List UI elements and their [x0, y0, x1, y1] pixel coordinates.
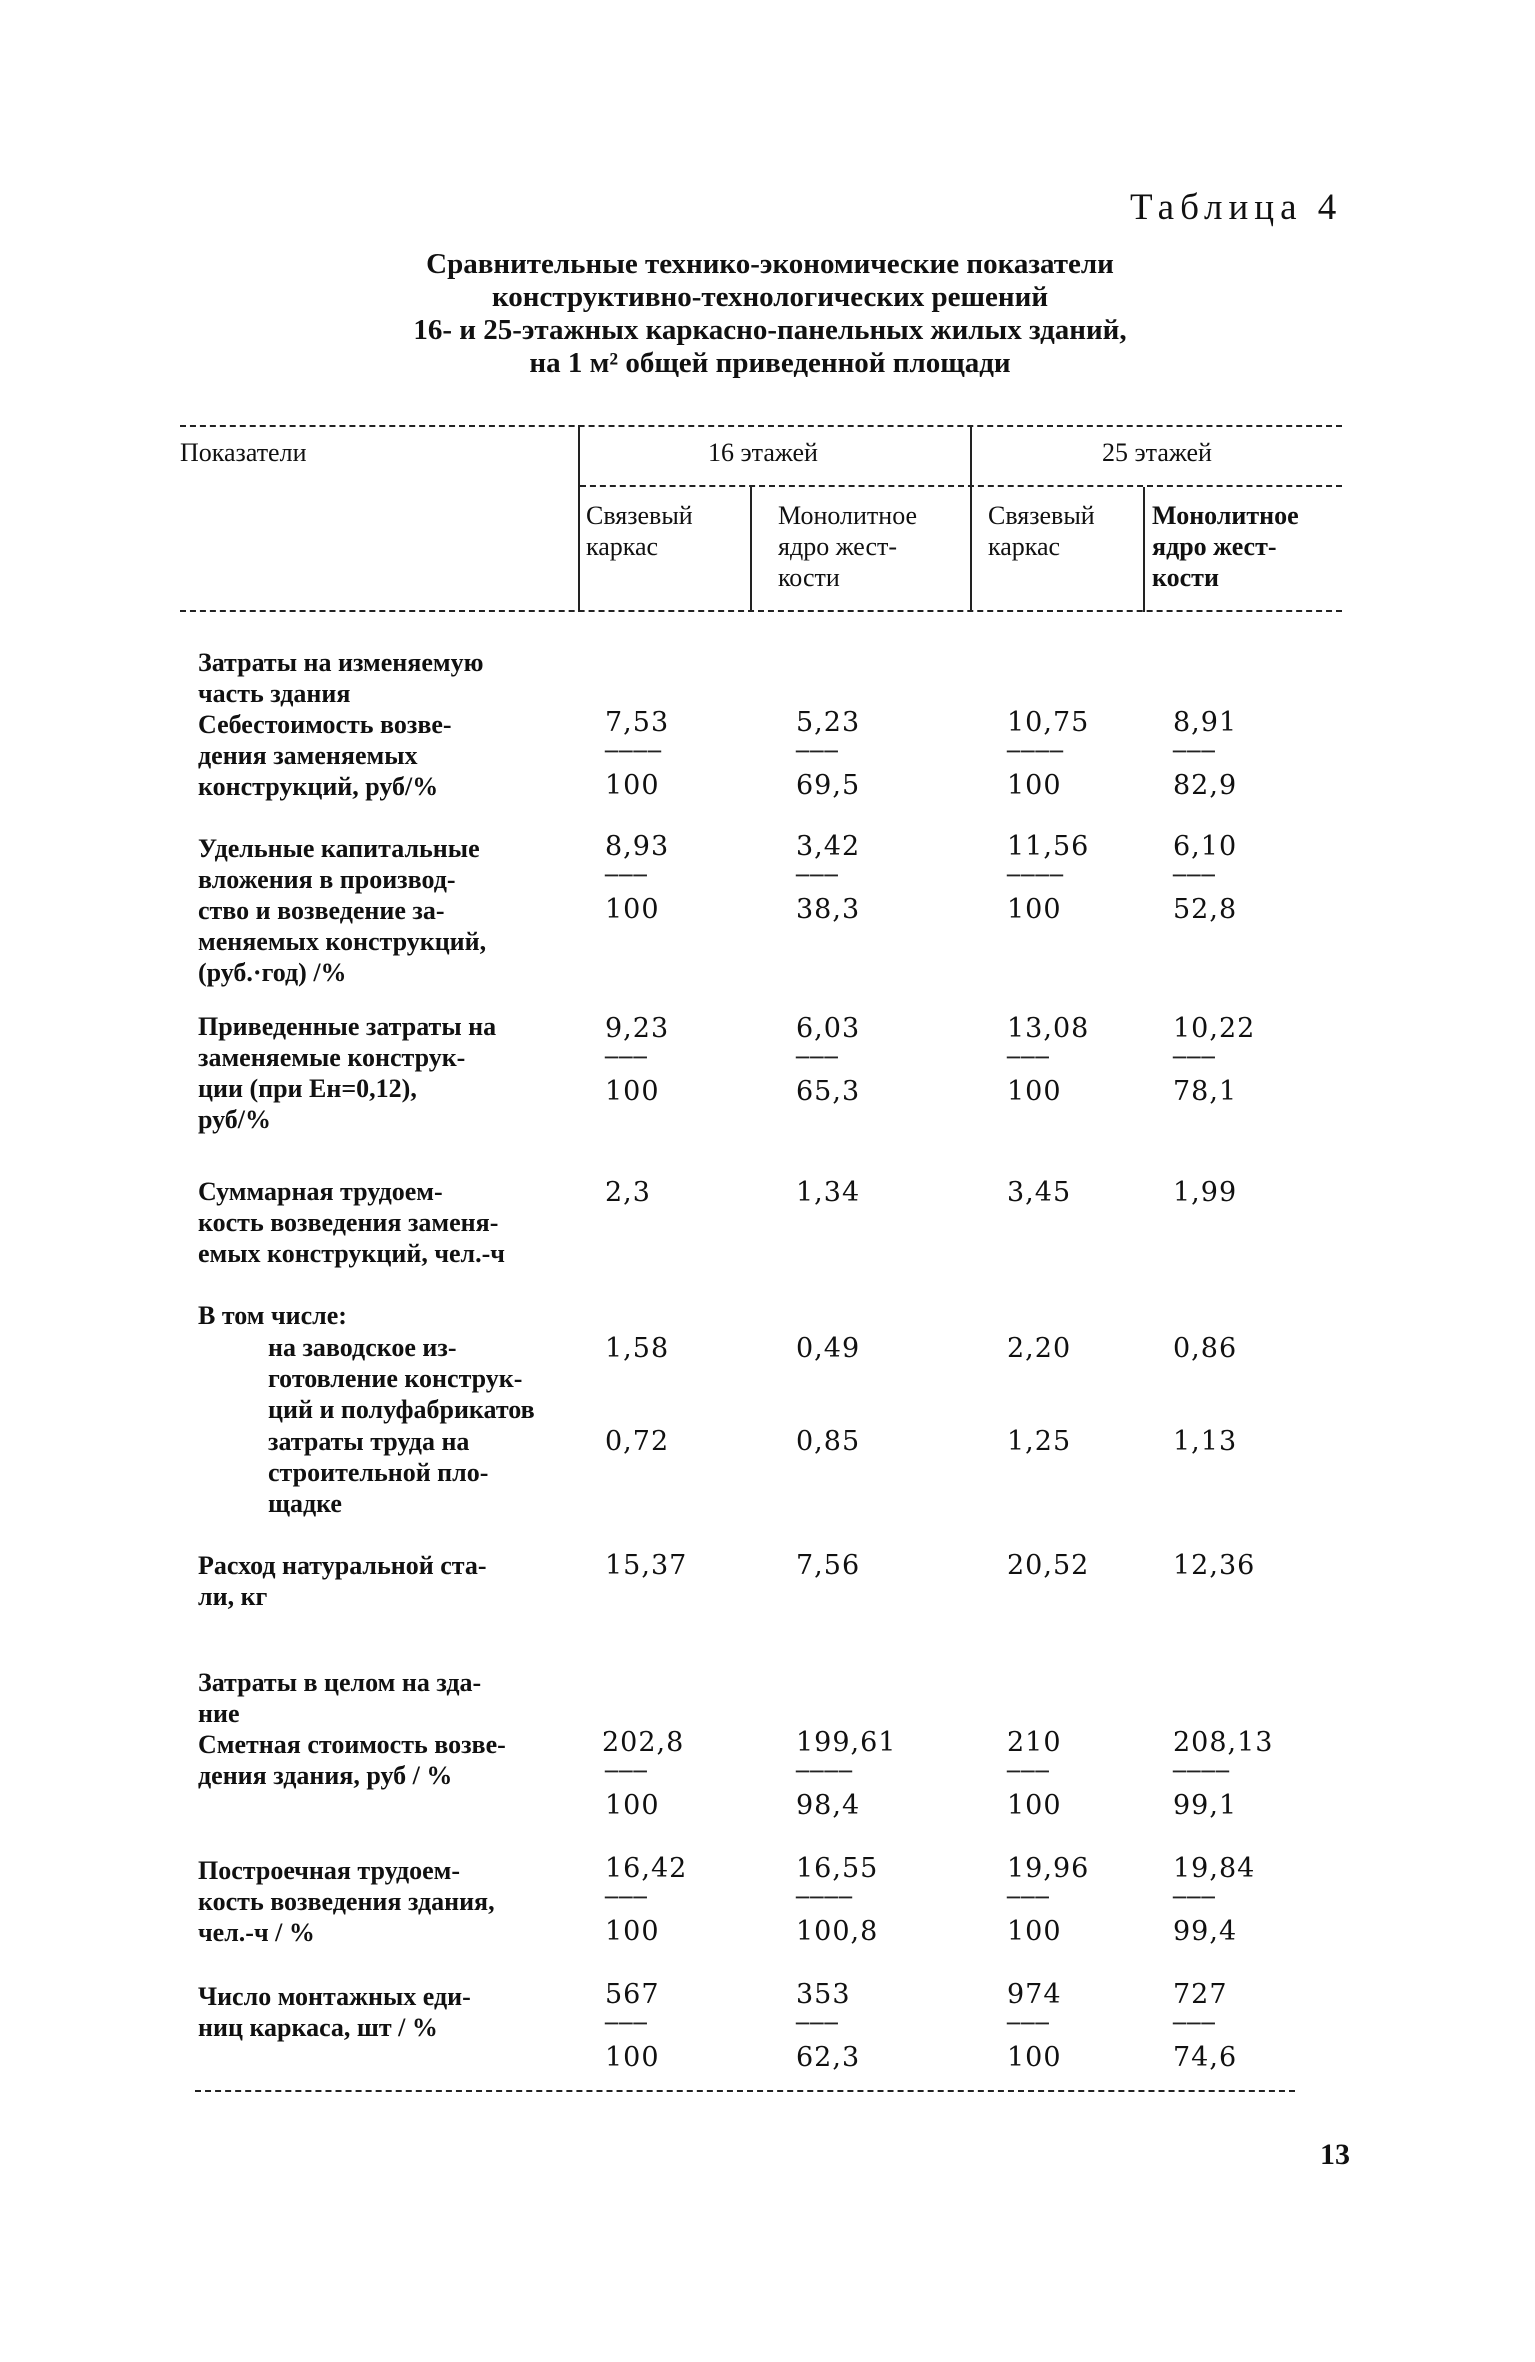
table-title-line-1: Сравнительные технико-экономические показатели	[426, 248, 1114, 280]
table-cell: 7,53	[605, 707, 670, 738]
table-cell: 100	[1007, 1076, 1062, 1107]
table-cell: 0,86	[1173, 1333, 1238, 1364]
table-cell: 3,45	[1007, 1177, 1072, 1208]
table-cell: 2,3	[605, 1177, 651, 1208]
row-label-site-labor: затраты труда на строительной пло- щадке	[268, 1427, 489, 1518]
table-cell: 1,34	[796, 1177, 861, 1208]
column-divider-3	[970, 425, 972, 612]
table-cell: 100	[605, 1790, 660, 1821]
table-cell: 1,99	[1173, 1177, 1238, 1208]
subheader-16-monolith: Монолитное ядро жест- кости	[778, 501, 918, 592]
table-cell: 98,4	[796, 1790, 861, 1821]
table-cell: 100	[605, 770, 660, 801]
table-cell: 0,72	[605, 1426, 670, 1457]
table-cell: 5,23	[796, 707, 861, 738]
table-cell: 69,5	[796, 770, 861, 801]
column-divider-4	[1143, 487, 1145, 612]
fraction-bar: ────	[1173, 1760, 1230, 1785]
fraction-bar: ────	[1007, 740, 1064, 765]
fraction-bar: ───	[1007, 2012, 1050, 2037]
fraction-bar: ───	[605, 1760, 648, 1785]
table-cell: 353	[796, 1979, 851, 2010]
table-cell: 10,22	[1173, 1013, 1256, 1044]
table-cell: 13,08	[1007, 1013, 1090, 1044]
table-cell: 99,1	[1173, 1790, 1238, 1821]
table-cell: 6,10	[1173, 831, 1238, 862]
fraction-bar: ───	[1007, 1886, 1050, 1911]
group-header-rule	[580, 485, 1342, 487]
table-cell: 65,3	[796, 1076, 861, 1107]
table-label: Таблица 4	[1130, 187, 1343, 228]
table-title-line-4: на 1 м² общей приведенной площади	[529, 347, 1011, 379]
fraction-bar: ────	[796, 1760, 853, 1785]
table-cell: 0,85	[796, 1426, 861, 1457]
table-cell: 8,93	[605, 831, 670, 862]
column-divider-2	[750, 487, 752, 612]
table-cell: 1,13	[1173, 1426, 1238, 1457]
table-cell: 15,37	[605, 1550, 688, 1581]
column-divider-1	[578, 425, 580, 612]
table-cell: 11,56	[1007, 831, 1090, 862]
table-cell: 100	[605, 894, 660, 925]
header-16-floors: 16 этажей	[708, 438, 818, 467]
table-cell: 100	[1007, 2042, 1062, 2073]
table-cell: 208,13	[1173, 1727, 1274, 1758]
table-bottom-rule	[195, 2090, 1295, 2092]
table-cell: 12,36	[1173, 1550, 1256, 1581]
table-cell: 100	[1007, 1790, 1062, 1821]
table-cell: 52,8	[1173, 894, 1238, 925]
table-cell: 78,1	[1173, 1076, 1238, 1107]
header-indicators: Показатели	[180, 438, 307, 467]
table-cell: 202,8	[602, 1727, 685, 1758]
page-number: 13	[1320, 2138, 1350, 2171]
table-cell: 100	[1007, 894, 1062, 925]
fraction-bar: ───	[605, 1886, 648, 1911]
table-cell: 38,3	[796, 894, 861, 925]
table-cell: 974	[1007, 1979, 1062, 2010]
subheader-25-monolith: Монолитное ядро жест- кости	[1152, 501, 1299, 592]
row-label-reduced-costs: Приведенные затраты на заменяемые конструк- ции (при Eн=0,12), руб/%	[198, 1012, 497, 1134]
row-label-estimated-cost: Сметная стоимость возве- дения здания, руб / %	[198, 1730, 506, 1790]
subheader-16-frame: Связевый каркас	[586, 501, 693, 561]
fraction-bar: ───	[1173, 1046, 1216, 1071]
header-25-floors: 25 этажей	[1102, 438, 1212, 467]
fraction-bar: ────	[605, 740, 662, 765]
row-label-capital-investment: Удельные капитальные вложения в производ- ство и возведение за- меняемых конструкций, (руб.·год) /%	[198, 834, 487, 987]
fraction-bar: ───	[1007, 1046, 1050, 1071]
fraction-bar: ────	[796, 1886, 853, 1911]
fraction-bar: ───	[605, 2012, 648, 2037]
table-cell: 2,20	[1007, 1333, 1072, 1364]
subheader-25-frame: Связевый каркас	[988, 501, 1095, 561]
row-label-including: В том числе:	[198, 1301, 347, 1330]
section-heading-variable-part: Затраты на изменяемую часть здания	[198, 648, 484, 708]
table-cell: 100	[605, 2042, 660, 2073]
table-cell: 19,84	[1173, 1853, 1256, 1884]
fraction-bar: ───	[1007, 1760, 1050, 1785]
table-cell: 1,58	[605, 1333, 670, 1364]
fraction-bar: ───	[605, 1046, 648, 1071]
row-label-mounting-units: Число монтажных еди- ниц каркаса, шт / %	[198, 1982, 471, 2042]
table-cell: 8,91	[1173, 707, 1238, 738]
table-top-rule	[180, 425, 1342, 427]
row-label-factory-production: на заводское из- готовление конструк- ций и полуфабрикатов	[268, 1333, 535, 1424]
table-cell: 99,4	[1173, 1916, 1238, 1947]
row-label-construction-labor: Построечная трудоем- кость возведения здания, чел.-ч / %	[198, 1856, 495, 1947]
table-cell: 100	[605, 1916, 660, 1947]
table-cell: 199,61	[796, 1727, 897, 1758]
header-bottom-rule	[180, 610, 1342, 612]
table-cell: 16,42	[605, 1853, 688, 1884]
table-cell: 20,52	[1007, 1550, 1090, 1581]
fraction-bar: ───	[1173, 864, 1216, 889]
table-title-line-2: конструктивно-технологических решений	[491, 281, 1049, 313]
table-cell: 100	[605, 1076, 660, 1107]
table-cell: 100	[1007, 1916, 1062, 1947]
table-cell: 100,8	[796, 1916, 879, 1947]
table-cell: 9,23	[605, 1013, 670, 1044]
table-cell: 1,25	[1007, 1426, 1072, 1457]
table-cell: 7,56	[796, 1550, 861, 1581]
fraction-bar: ────	[1007, 864, 1064, 889]
fraction-bar: ───	[1173, 2012, 1216, 2037]
fraction-bar: ───	[796, 864, 839, 889]
table-title-line-3: 16- и 25-этажных каркасно-панельных жилых зданий,	[413, 314, 1127, 346]
table-cell: 19,96	[1007, 1853, 1090, 1884]
table-cell: 6,03	[796, 1013, 861, 1044]
table-cell: 100	[1007, 770, 1062, 801]
table-cell: 727	[1173, 1979, 1228, 2010]
table-cell: 210	[1007, 1727, 1062, 1758]
table-cell: 0,49	[796, 1333, 861, 1364]
table-cell: 567	[605, 1979, 660, 2010]
fraction-bar: ───	[605, 864, 648, 889]
row-label-total-labor: Суммарная трудоем- кость возведения заменя- емых конструкций, чел.-ч	[198, 1177, 505, 1268]
fraction-bar: ───	[796, 2012, 839, 2037]
section-heading-whole-building: Затраты в целом на зда- ние	[198, 1668, 482, 1728]
table-cell: 82,9	[1173, 770, 1238, 801]
table-cell: 62,3	[796, 2042, 861, 2073]
table-cell: 74,6	[1173, 2042, 1238, 2073]
fraction-bar: ───	[796, 1046, 839, 1071]
row-label-steel-consumption: Расход натуральной ста- ли, кг	[198, 1551, 487, 1611]
table-cell: 16,55	[796, 1853, 879, 1884]
fraction-bar: ───	[1173, 740, 1216, 765]
fraction-bar: ───	[1173, 1886, 1216, 1911]
table-cell: 3,42	[796, 831, 861, 862]
fraction-bar: ───	[796, 740, 839, 765]
table-cell: 10,75	[1007, 707, 1090, 738]
row-label-cost: Себестоимость возве- дения заменяемых конструкций, руб/%	[198, 710, 452, 801]
